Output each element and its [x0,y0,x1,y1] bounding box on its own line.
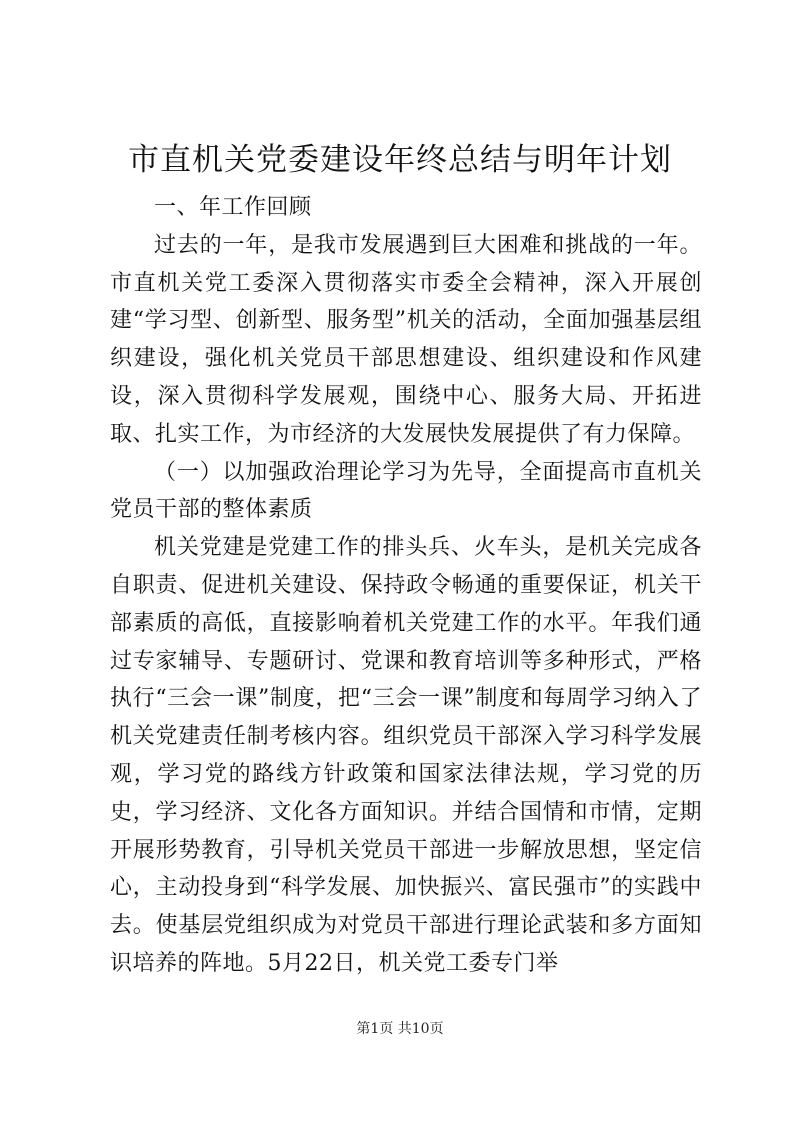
page-number-footer: 第1页 共10页 [356,1021,444,1037]
subsection-heading-political-study: （一）以加强政治理论学习为先导，全面提高市直机关党员干部的整体素质 [110,459,702,523]
document-body [110,189,702,983]
section-heading-work-review: 一、年工作回顾 [154,195,312,220]
paragraph-political-study: 机关党建是党建工作的排头兵、火车头，是机关完成各自职责、促进机关建设、保持政令畅通的重要保证，机关干部素质的高低，直接影响着机关党建工作的水平。年我们通过专家辅导、专题研讨、党课和教育培训等多种形式，严格执行“三会一课”制度，把“三会一课”制度和每周学习纳入了机关党建责任制考核内容。组织党员干部深入学习科学发展观，学习党的路线方针政策和国家法律法规，学习党的历史，学习经济、文化各方面知识。并结合国情和市情，定期开展形势教育，引导机关党员干部进一步解放思想，坚定信心，主动投身到“科学发展、加快振兴、富民强市”的实践中去。使基层党组织成为对党员干部进行理论武装和多方面知识培养的阵地。5月22日，机关党工委专门举 [110,535,702,976]
page-title: 市直机关党委建设年终总结与明年计划 [128,142,672,178]
paragraph-overview: 过去的一年，是我市发展遇到巨大困难和挑战的一年。市直机关党工委深入贯彻落实市委全会精神，深入开展创建“学习型、创新型、服务型”机关的活动，全面加强基层组织建设，强化机关党员干部思想建设、组织建设和作风建设，深入贯彻科学发展观，围绕中心、服务大局、开拓进取、扎实工作，为市经济的大发展快发展提供了有力保障。 [110,232,702,447]
